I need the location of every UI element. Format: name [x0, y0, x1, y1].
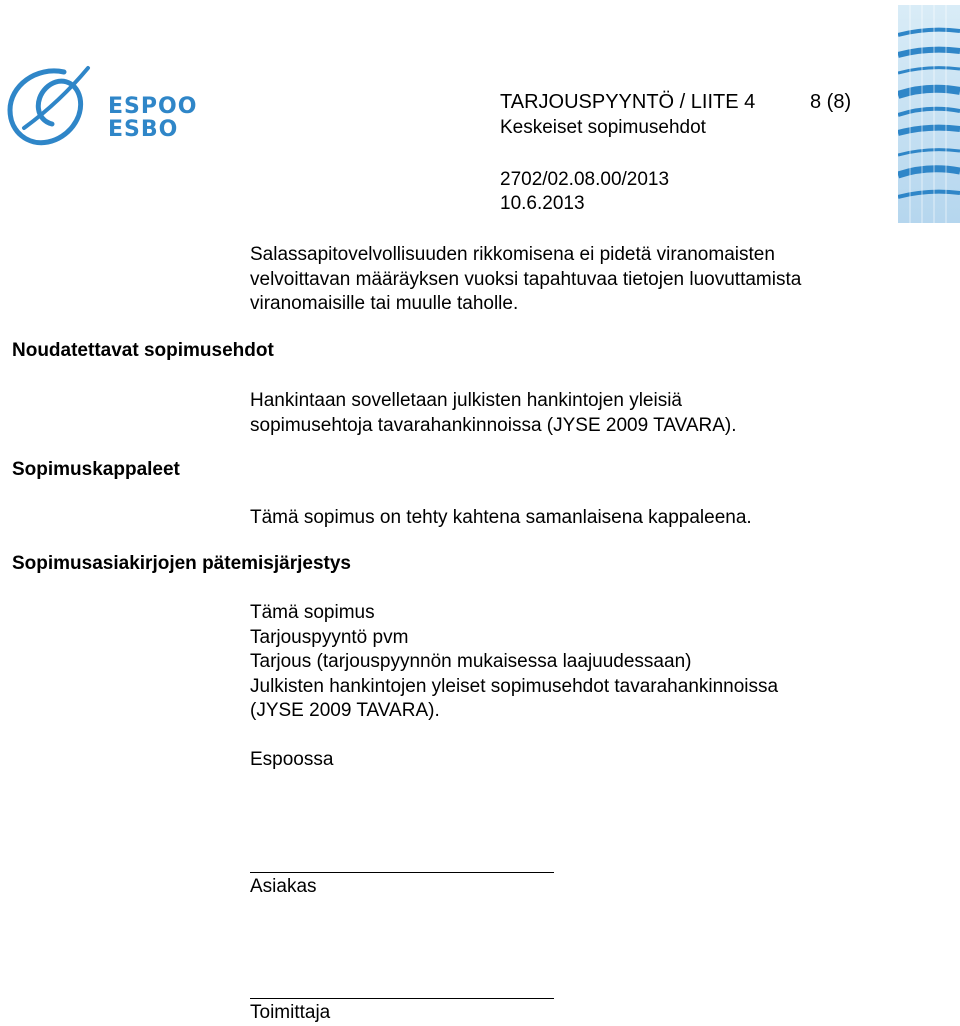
- brand-line2: ESBO: [108, 117, 179, 142]
- signature-place: Espoossa: [250, 749, 334, 770]
- confidentiality-paragraph: [250, 243, 940, 317]
- text-line: velvoittavan määräyksen vuoksi tapahtuvaa tietojen luovuttamista: [250, 268, 802, 290]
- document-title: TARJOUSPYYNTÖ / LIITE 4: [500, 91, 756, 113]
- list-item: Tarjous (tarjouspyynnön mukaisessa laajuudessaan): [250, 651, 692, 672]
- supplier-signature-label: Toimittaja: [250, 1002, 331, 1023]
- precedence-heading: Sopimusasiakirjojen pätemisjärjestys: [12, 553, 351, 574]
- list-item: Tämä sopimus: [250, 602, 375, 623]
- document-subtitle: Keskeiset sopimusehdot: [500, 117, 706, 138]
- list-item: Tarjouspyyntö pvm: [250, 626, 409, 648]
- list-item: Julkisten hankintojen yleiset sopimusehdot tavarahankinnoissa: [250, 675, 779, 697]
- decorative-stripe-graphic: [898, 5, 960, 223]
- text-line: Salassapitovelvollisuuden rikkomisena ei pidetä viranomaisten: [250, 244, 775, 265]
- text-line: sopimusehtoja tavarahankinnoissa (JYSE 2009 TAVARA).: [250, 414, 737, 436]
- supplier-signature-line: [250, 998, 554, 999]
- espoo-logo: [6, 58, 196, 154]
- copies-paragraph: [250, 506, 940, 531]
- terms-paragraph: [250, 389, 940, 438]
- reference-number: 2702/02.08.00/2013: [500, 169, 670, 190]
- customer-signature-label: Asiakas: [250, 876, 317, 897]
- list-item: (JYSE 2009 TAVARA).: [250, 700, 440, 721]
- page-number: 8 (8): [810, 91, 852, 113]
- customer-signature-line: [250, 872, 554, 873]
- text-line: Tämä sopimus on tehty kahtena samanlaisena kappaleena.: [250, 507, 752, 528]
- document-date: 10.6.2013: [500, 193, 585, 214]
- text-line: viranomaisille tai muulle taholle.: [250, 293, 519, 314]
- terms-heading: Noudatettavat sopimusehdot: [12, 340, 274, 361]
- precedence-list: [250, 601, 940, 724]
- text-line: Hankintaan sovelletaan julkisten hankintojen yleisiä: [250, 390, 682, 411]
- brand-line1: ESPOO: [108, 94, 198, 119]
- stripe-pattern-icon: [898, 5, 960, 223]
- copies-heading: Sopimuskappaleet: [12, 459, 180, 480]
